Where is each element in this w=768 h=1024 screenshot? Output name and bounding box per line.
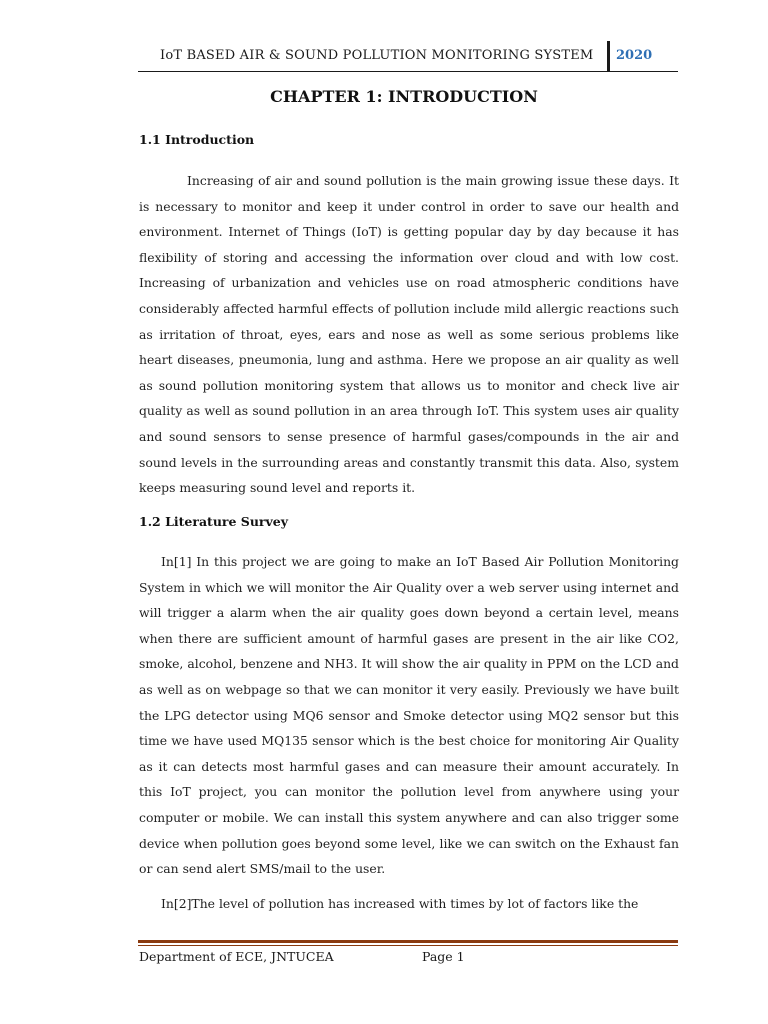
header-year: 2020 [616,48,653,63]
header-rule [138,71,678,72]
footer-rule-thick [138,940,678,943]
paragraph-literature-1: In[1] In this project we are going to make an IoT Based Air Pollution Monitoring System in which we will monitor the Air Quality over a web server using internet and will trigger a alarm when the air quality goes down beyond a certain level, means when there are sufficient amount of harmful gases are present in the air like CO2, smoke, alcohol, benzene and NH3. It will show the air quality in PPM on the LCD and as well as on webpage so that we can monitor it very easily. Previously we have built the LPG detector using MQ6 sensor and Smoke detector using MQ2 sensor but this time we have used MQ135 sensor which is the best choice for monitoring Air Quality as it can detects most harmful gases and can measure their amount accurately. In this IoT project, you can monitor the pollution level from anywhere using your computer or mobile. We can install this system anywhere and can also trigger some device when pollution goes beyond some level, like we can switch on the Exhaust fan or can send alert SMS/mail to the user. [139,554,679,877]
paragraph-introduction: Increasing of air and sound pollution is the main growing issue these days. It is necessary to monitor and keep it under control in order to save our health and environment. Internet of Things (IoT) is getting popular day by day because it has flexibility of storing and accessing the information over cloud and with low cost. Increasing of urbanization and vehicles use on road atmospheric conditions have considerably affected harmful effects of pollution include mild allergic reactions such as irritation of throat, eyes, ears and nose as well as some serious problems like heart diseases, pneumonia, lung and asthma. Here we propose an air quality as well as sound pollution monitoring system that allows us to monitor and check live air quality as well as sound pollution in an area through IoT. This system uses air quality and sound sensors to sense presence of harmful gases/compounds in the air and sound levels in the surrounding areas and constantly transmit this data. Also, system keeps measuring sound level and reports it. [139,173,679,496]
footer-rule-thin [138,945,678,946]
paragraph-literature-2: In[2]The level of pollution has increased with times by lot of factors like the [161,896,639,911]
header-title: IoT BASED AIR & SOUND POLLUTION MONITORING SYSTEM [160,48,594,63]
chapter-title: CHAPTER 1: INTRODUCTION [270,87,538,106]
footer-page-number: Page 1 [422,949,465,964]
header-divider [607,41,610,71]
section-title-introduction: 1.1 Introduction [139,132,255,147]
page-header [138,41,678,71]
section-title-literature-survey: 1.2 Literature Survey [139,514,288,529]
footer-department: Department of ECE, JNTUCEA [139,949,334,964]
